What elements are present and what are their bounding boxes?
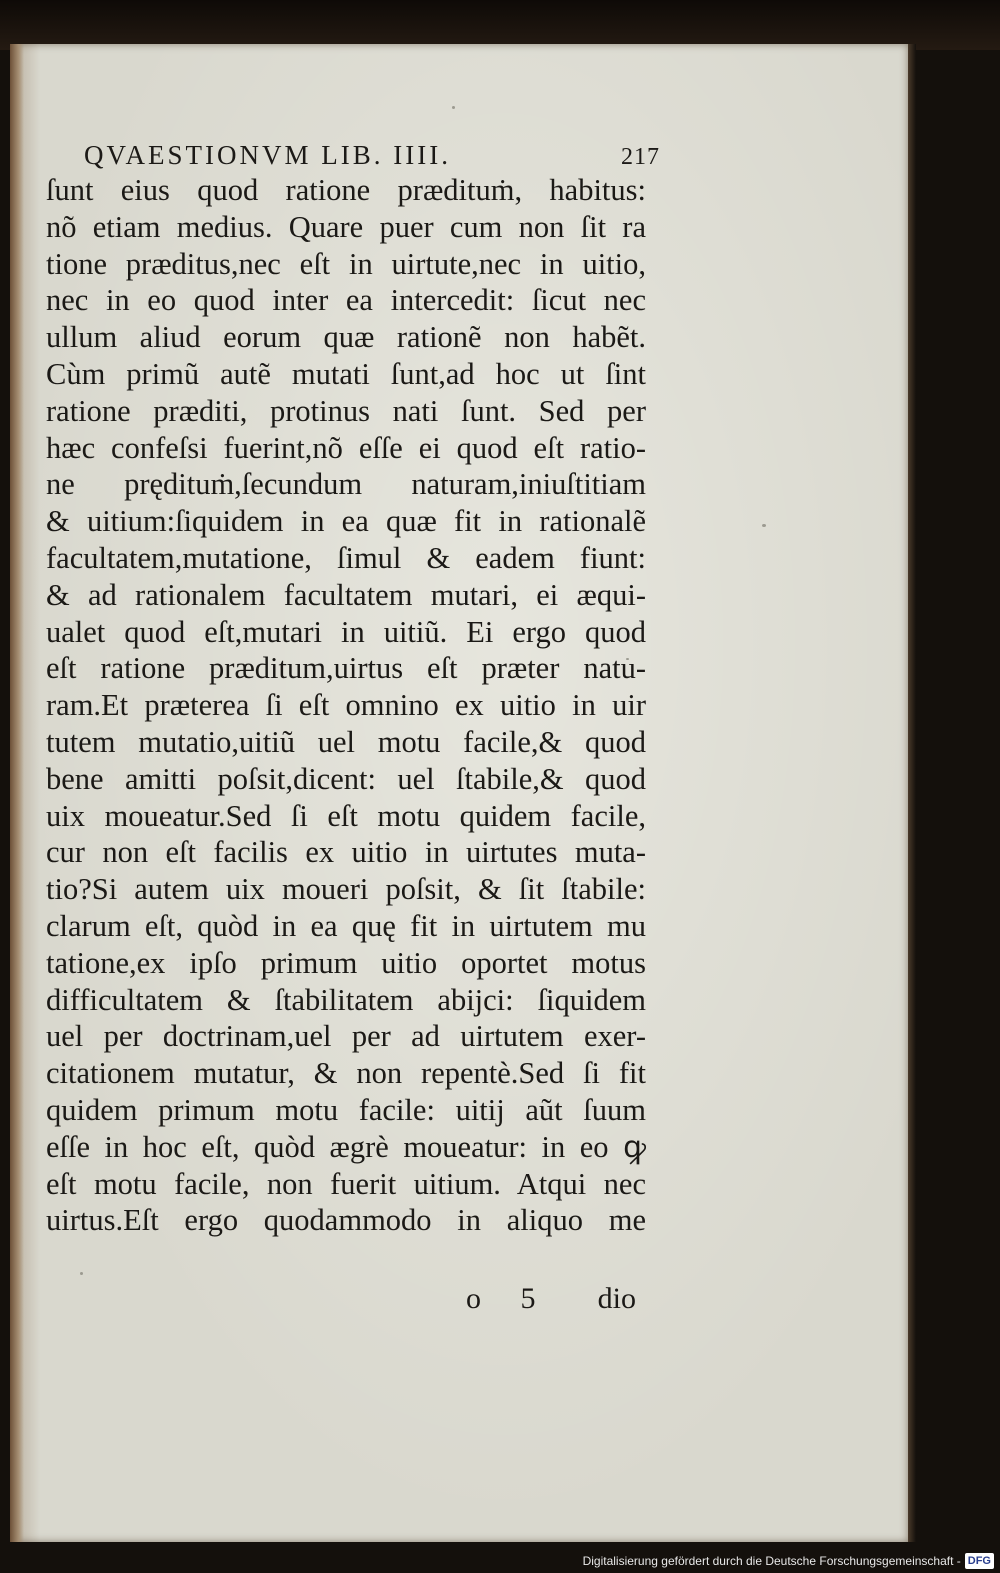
text-line: uirtus.Eſt ergo quodammodo in aliquo me xyxy=(46,1203,646,1238)
text-line: cur non eſt facilis ex uitio in uirtutes muta- xyxy=(46,835,646,870)
text-line: tutem mutatio,uitiũ uel motu facile,& quod xyxy=(46,724,646,759)
text-line: tione præditus,nec eſt in uirtute,nec in uitio, xyxy=(46,246,646,281)
text-line: ram.Et præterea ſi eſt omnino ex uitio in uir xyxy=(46,688,646,723)
text-line: nec in eo quod inter ea intercedit: ſicut nec xyxy=(46,283,646,318)
text-line: eſt motu facile, non fuerit uitium. Atqui nec xyxy=(46,1166,646,1201)
text-line: ne prędituṁ,ſecundum naturam,iniuſtitiam xyxy=(46,467,646,502)
text-line: facultatem,mutatione, ſimul & eadem fiunt: xyxy=(46,540,646,575)
text-line: eſſe in hoc eſt, quòd ægrè moueatur: in eo ꝙ xyxy=(46,1129,646,1164)
scan-background-top xyxy=(0,0,1000,50)
text-line: quidem primum motu facile: uitij aũt ſuum xyxy=(46,1092,646,1127)
text-line: Cùm primũ autẽ mutati ſunt,ad hoc ut ſint xyxy=(46,356,646,391)
text-line: tio?Si autem uix moueri poſsit, & ſit ſtabile: xyxy=(46,872,646,907)
footer-credit-text: Digitalisierung gefördert durch die Deutsche Forschungsgemeinschaft - xyxy=(582,1554,961,1568)
page-number: 217 xyxy=(621,144,660,170)
text-line: citationem mutatur, & non repentè.Sed ſi fit xyxy=(46,1056,646,1091)
page-edge-shadow xyxy=(908,44,916,1542)
page-binding-edge xyxy=(10,44,24,1542)
text-line: & uitium:ſiquidem in ea quæ fit in rationalẽ xyxy=(46,504,646,539)
text-line: hæc confeſsi fuerint,nõ eſſe ei quod eſt ratio- xyxy=(46,430,646,465)
text-line: ullum aliud eorum quæ rationẽ non habẽt. xyxy=(46,320,646,355)
text-line: ualet quod eſt,mutari in uitiũ. Ei ergo quod xyxy=(46,614,646,649)
body-text xyxy=(46,172,646,1239)
text-line: uix moueatur.Sed ſi eſt motu quidem facile, xyxy=(46,798,646,833)
text-line: difficultatem & ſtabilitatem abijci: ſiquidem xyxy=(46,982,646,1017)
running-head-title: QVAESTIONVM LIB. IIII. xyxy=(84,140,451,170)
text-line: tatione,ex ipſo primum uitio oportet motus xyxy=(46,945,646,980)
catchword: dio xyxy=(597,1282,636,1315)
text-line: & ad rationalem facultatem mutari, ei æqui- xyxy=(46,577,646,612)
text-line: ratione præditi, protinus nati ſunt. Sed per xyxy=(46,393,646,428)
paper-speck xyxy=(452,106,455,109)
signature-mark: o 5 xyxy=(466,1282,552,1315)
dfg-logo: DFG xyxy=(965,1553,994,1569)
running-head xyxy=(84,140,660,171)
text-line: uel per doctrinam,uel per ad uirtutem exer- xyxy=(46,1019,646,1054)
text-line: nõ etiam medius. Quare puer cum non ſit ra xyxy=(46,209,646,244)
book-page xyxy=(10,44,908,1542)
catchword-row xyxy=(46,1282,636,1322)
text-line: ſunt eius quod ratione prædituṁ, habitus: xyxy=(46,173,646,207)
text-line: eſt ratione præditum,uirtus eſt præter natu- xyxy=(46,651,646,686)
paper-speck xyxy=(80,1272,83,1275)
paper-speck xyxy=(762,524,766,527)
text-line: bene amitti poſsit,dicent: uel ſtabile,& quod xyxy=(46,761,646,796)
text-line: clarum eſt, quòd in ea quę fit in uirtutem mu xyxy=(46,908,646,943)
digitization-footer xyxy=(583,1551,994,1571)
